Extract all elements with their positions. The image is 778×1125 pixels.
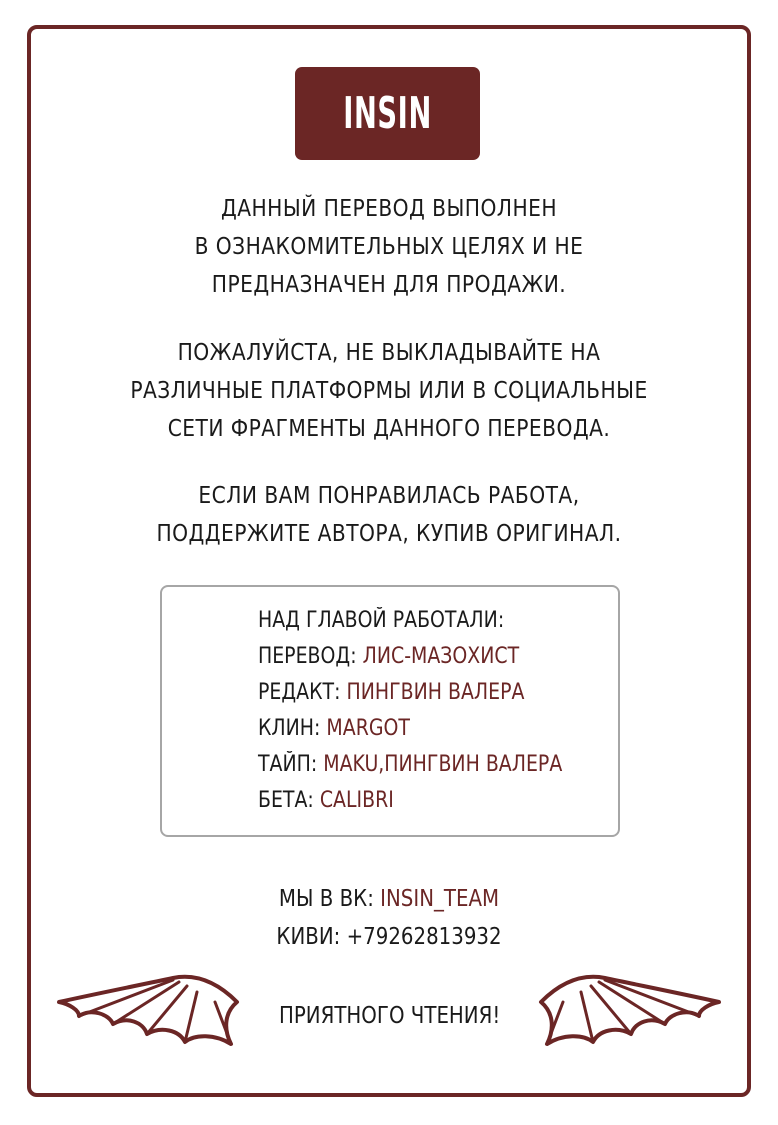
- qiwi-contact: [106, 918, 672, 956]
- disclaimer-line: ЕСЛИ ВАМ ПОНРАВИЛАСЬ РАБОТА,: [198, 483, 580, 509]
- credits-row-edit: [258, 675, 559, 711]
- credit-role: ТАЙП:: [258, 752, 318, 777]
- credits-row-beta: [258, 783, 559, 819]
- bat-wing-icon: [55, 972, 241, 1050]
- credits-row-clean: [258, 711, 559, 747]
- disclaimer-paragraph-2: [60, 334, 718, 448]
- disclaimer-line: В ОЗНАКОМИТЕЛЬНЫХ ЦЕЛЯХ И НЕ: [194, 234, 584, 260]
- credit-role: БЕТА:: [258, 788, 314, 813]
- credit-role: РЕДАКТ:: [258, 680, 341, 705]
- contacts-block: [60, 880, 718, 956]
- disclaimer-line: ПРЕДНАЗНАЧЕН ДЛЯ ПРОДАЖИ.: [211, 272, 567, 298]
- closing-label: ПРИЯТНОГО ЧТЕНИЯ!: [279, 1003, 501, 1029]
- disclaimer-line: ПОЖАЛУЙСТА, НЕ ВЫКЛАДЫВАЙТЕ НА: [177, 340, 601, 366]
- disclaimer-line: СЕТИ ФРАГМЕНТЫ ДАННОГО ПЕРЕВОДА.: [167, 416, 611, 442]
- credit-name: ЛИС-МАЗОХИСТ: [362, 644, 520, 669]
- credit-name: CALIBRI: [319, 788, 394, 813]
- vk-contact: [106, 880, 672, 918]
- closing-text: [240, 1003, 540, 1029]
- credits-heading: НАД ГЛАВОЙ РАБОТАЛИ:: [258, 608, 505, 633]
- credit-name: MAKU,ПИНГВИН ВАЛЕРА: [323, 752, 563, 777]
- disclaimer-line: ПОДДЕРЖИТЕ АВТОРА, КУПИВ ОРИГИНАЛ.: [156, 521, 622, 547]
- team-logo-text: INSIN: [343, 88, 432, 139]
- vk-link[interactable]: INSIN_TEAM: [380, 886, 500, 912]
- qiwi-value: +79262813932: [346, 924, 502, 950]
- disclaimer-line: ДАННЫЙ ПЕРЕВОД ВЫПОЛНЕН: [220, 196, 558, 222]
- credit-role: ПЕРЕВОД:: [258, 644, 357, 669]
- qiwi-label: КИВИ:: [276, 924, 341, 950]
- credits-box: [160, 585, 620, 837]
- bat-wing-icon: [537, 972, 723, 1050]
- credits-row-translation: [258, 639, 559, 675]
- credit-name: ПИНГВИН ВАЛЕРА: [346, 680, 525, 705]
- disclaimer-line: РАЗЛИЧНЫЕ ПЛАТФОРМЫ ИЛИ В СОЦИАЛЬНЫЕ: [130, 378, 648, 404]
- disclaimer-paragraph-1: [60, 190, 718, 304]
- team-logo: [295, 67, 480, 160]
- vk-label: МЫ В ВК:: [278, 886, 374, 912]
- credit-role: КЛИН:: [258, 716, 321, 741]
- credits-row-type: [258, 747, 563, 783]
- credit-name: MARGOT: [326, 716, 410, 741]
- disclaimer-paragraph-3: [60, 477, 718, 553]
